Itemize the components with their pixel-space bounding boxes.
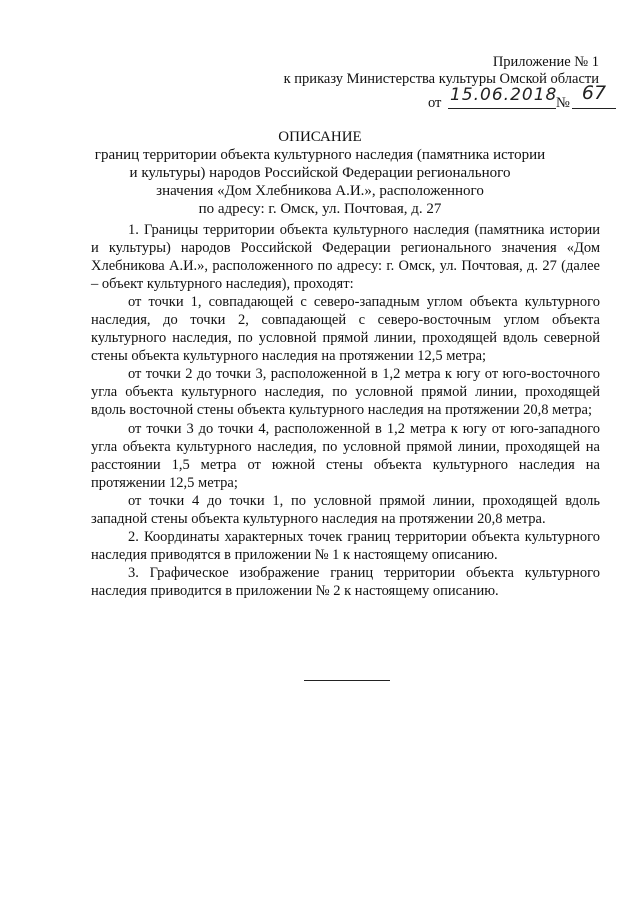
number-prefix: № <box>556 95 570 111</box>
paragraph: от точки 3 до точки 4, расположенной в 1,2 метра к югу от юго-западного угла объекта культурного наследия, по условной прямой линии, проходящей на расстоянии 1,5 метра от южной стены объекта культурного наследия на протяжении 12,5 метра; <box>91 420 600 491</box>
handwritten-date: 15.06.2018 <box>450 85 558 105</box>
document-body <box>91 221 600 600</box>
closing-separator-line <box>304 680 390 681</box>
paragraph: 3. Графическое изображение границ территории объекта культурного наследия приводится в приложении № 2 к настоящему описанию. <box>91 564 600 599</box>
appendix-header <box>284 54 599 88</box>
paragraph: 2. Координаты характерных точек границ территории объекта культурного наследия приводятся в приложении № 1 к настоящему описанию. <box>91 528 600 563</box>
paragraph: от точки 4 до точки 1, по условной прямой линии, проходящей вдоль западной стены объекта культурного наследия на протяжении 20,8 метра. <box>91 492 600 527</box>
title-heading: ОПИСАНИЕ <box>278 129 362 145</box>
appendix-title: Приложение № 1 <box>492 54 599 70</box>
date-underline <box>448 108 556 109</box>
title-line: и культуры) народов Российской Федерации регионального <box>129 165 511 181</box>
title-line: по адресу: г. Омск, ул. Почтовая, д. 27 <box>198 201 442 217</box>
order-date-line <box>418 82 608 111</box>
paragraph: 1. Границы территории объекта культурного наследия (памятника истории и культуры) народов Российской Федерации регионального значения «Дом Хлебникова А.И.», расположенного по адресу: г. Омск, ул. Почтовая, д. 27 (далее – объект культурного наследия), проходят: <box>91 222 600 293</box>
paragraph: от точки 2 до точки 3, расположенной в 1,2 метра к югу от юго-восточного угла объекта культурного наследия, по условной прямой линии, проходящей вдоль восточной стены объекта культурного наследия на протяжении 20,8 метра; <box>91 366 600 419</box>
paragraph: от точки 1, совпадающей с северо-западным углом объекта культурного наследия, до точки 2, совпадающей с северо-восточным углом объекта культурного наследия, по условной прямой линии, проходящей вдоль северной стены объекта культурного наследия на протяжении 12,5 метра; <box>91 294 600 365</box>
number-underline <box>572 108 616 109</box>
handwritten-number: 67 <box>581 82 607 104</box>
appendix-order-reference: к приказу Министерства культуры Омской области <box>283 71 599 87</box>
date-prefix: от <box>428 95 442 111</box>
document-title <box>90 128 550 218</box>
title-line: значения «Дом Хлебникова А.И.», расположенного <box>156 183 484 199</box>
title-line: границ территории объекта культурного наследия (памятника истории <box>94 147 546 163</box>
